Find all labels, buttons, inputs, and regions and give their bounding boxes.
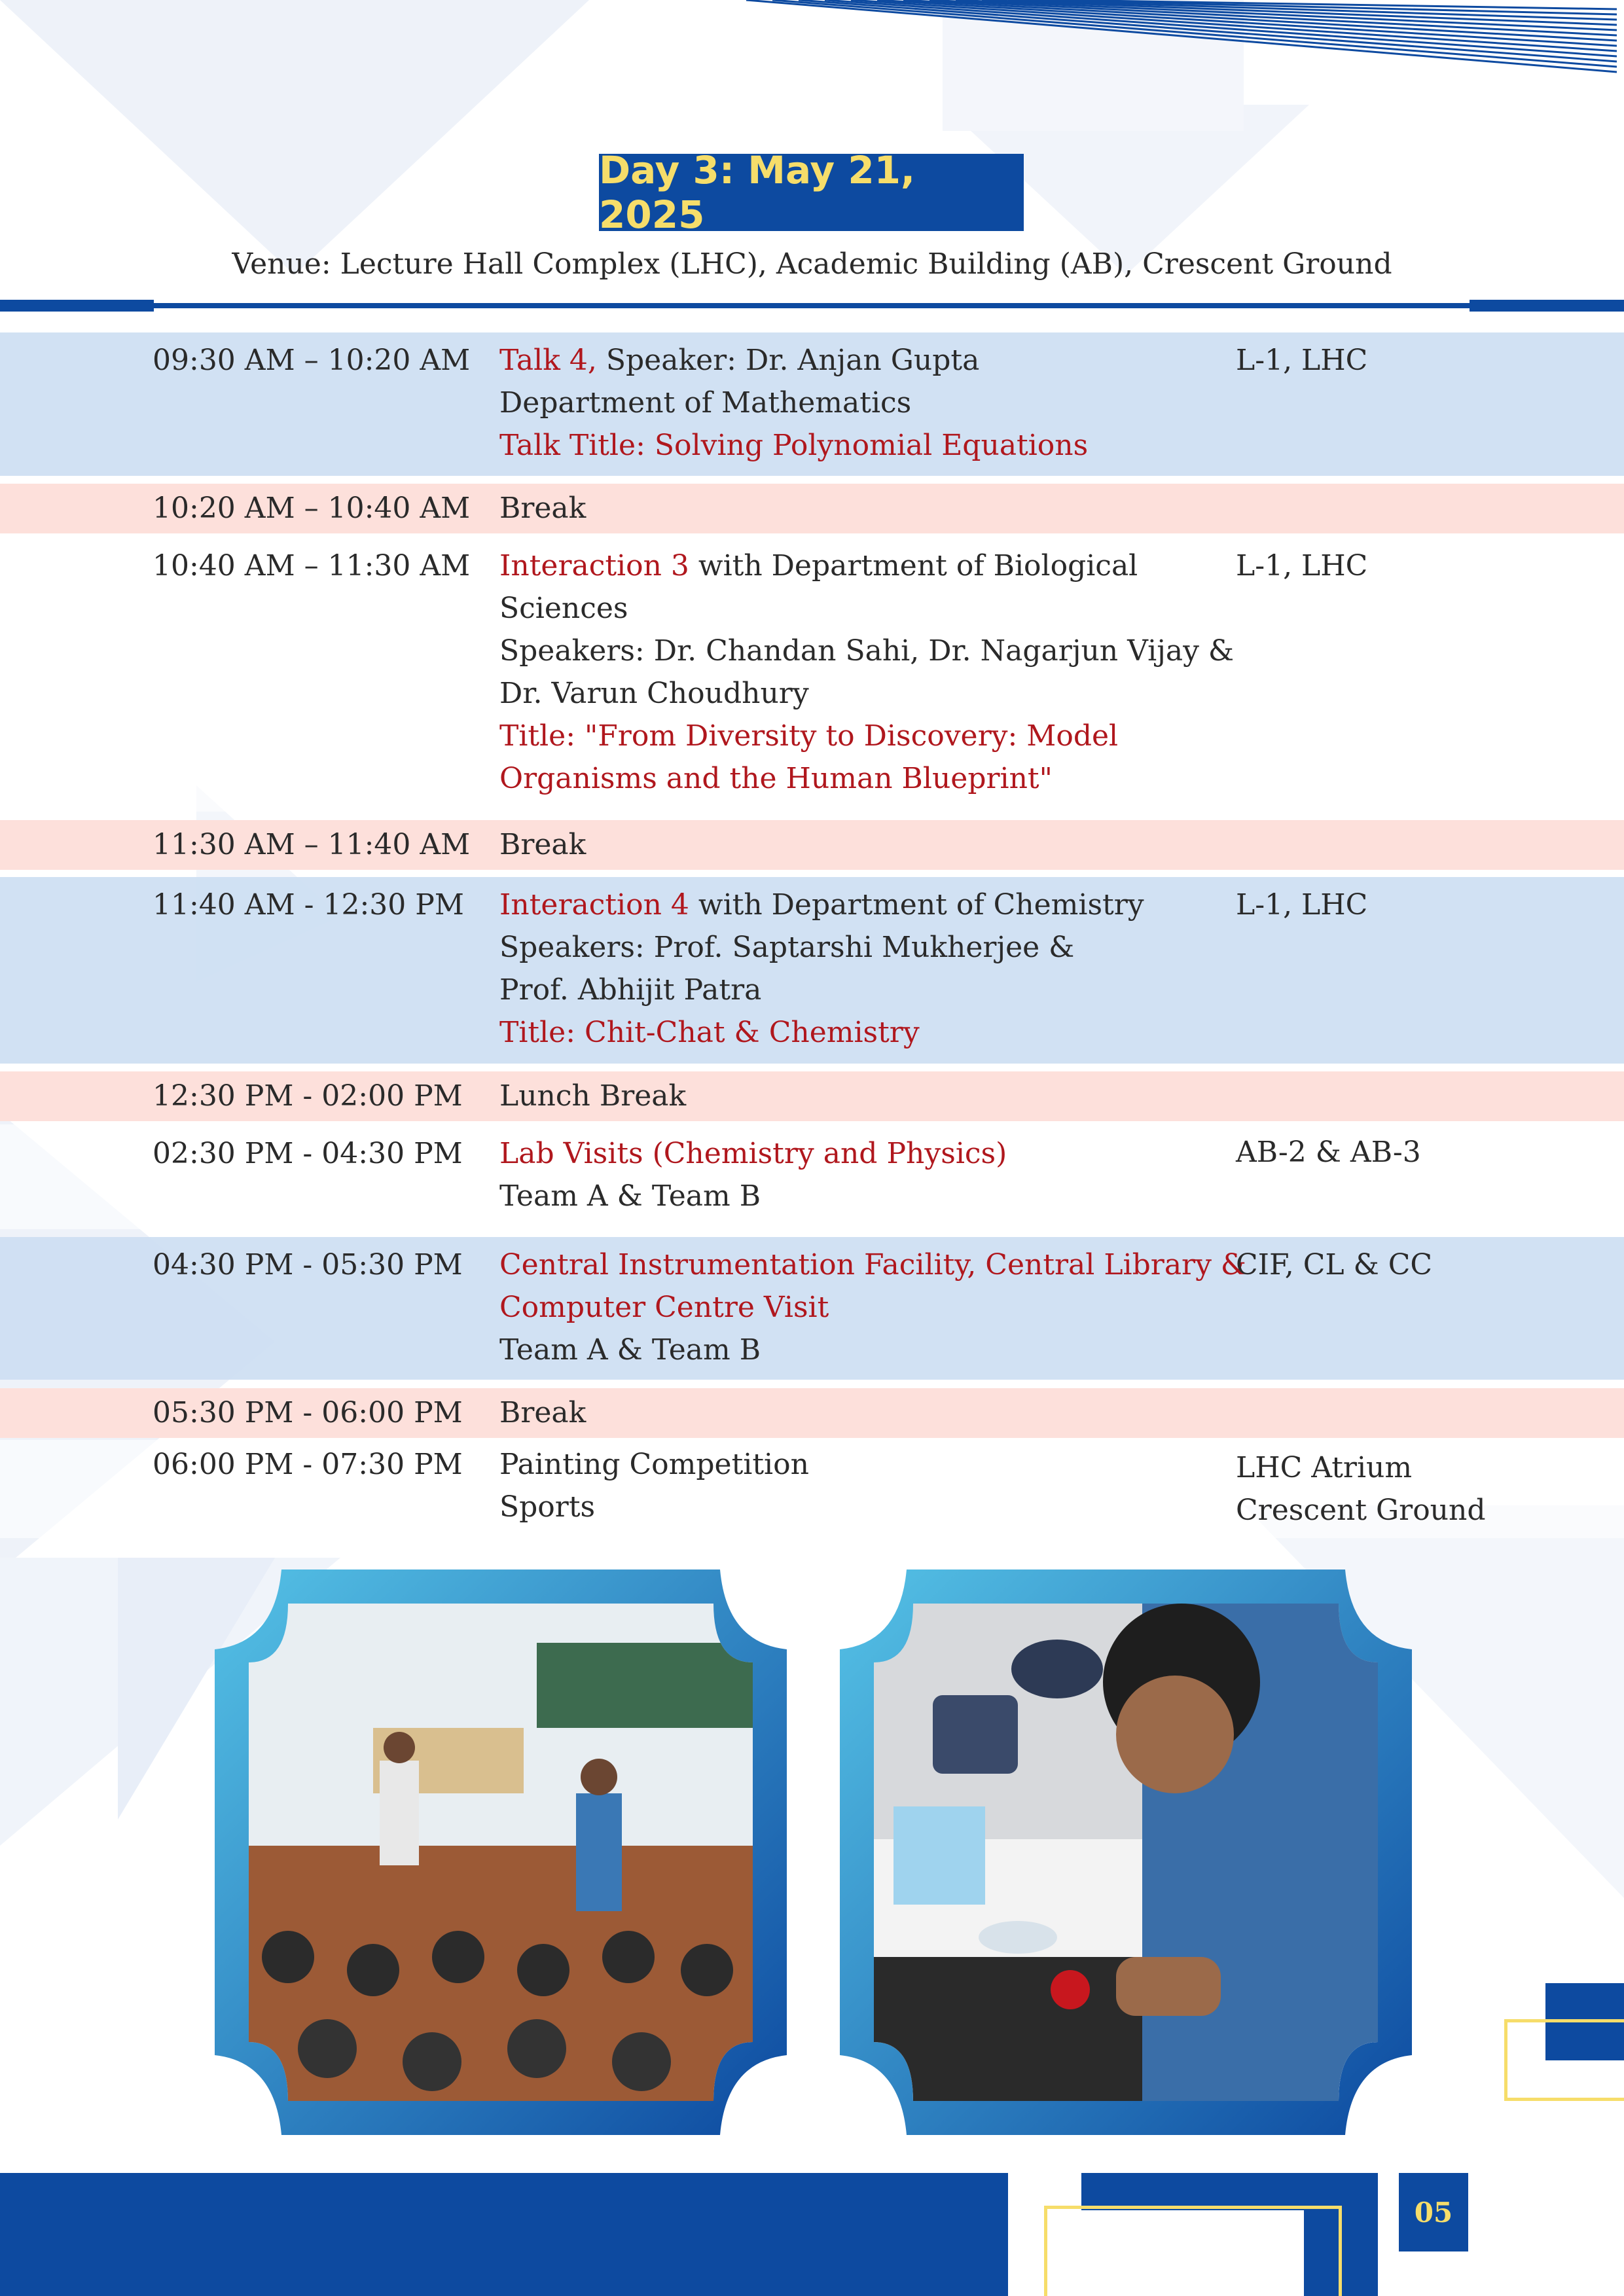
speaker-text: Speaker: Dr. Anjan Gupta (596, 344, 980, 377)
team-text: Team A & Team B (499, 1179, 761, 1213)
venue-text: Crescent Ground (1236, 1494, 1486, 1527)
speakers-text: Dr. Varun Choudhury (499, 677, 809, 710)
speakers-text: Prof. Abhijit Patra (499, 973, 762, 1007)
session-label: Talk 4, (499, 344, 597, 377)
speakers-text: Speakers: Dr. Chandan Sahi, Dr. Nagarjun Vijay & (499, 634, 1235, 668)
talk-title: Talk Title: Solving Polynomial Equations (499, 429, 1089, 462)
talk-title: Title: Chit-Chat & Chemistry (499, 1016, 920, 1049)
row-venue: L-1, LHC (1236, 549, 1368, 583)
footer-deco-yellow (1044, 2206, 1342, 2296)
row-venue (1236, 1446, 1602, 1532)
row-description: Lunch Break (499, 1079, 687, 1113)
talk-title: Organisms and the Human Blueprint" (499, 762, 1053, 795)
schedule-row (0, 877, 1624, 1064)
schedule-row-break (0, 1388, 1624, 1438)
schedule-row (0, 1440, 1624, 1538)
row-venue: L-1, LHC (1236, 344, 1368, 377)
row-description: Break (499, 828, 586, 861)
row-description (499, 545, 1235, 800)
session-label: Interaction 4 (499, 888, 689, 922)
team-text: Team A & Team B (499, 1333, 761, 1367)
header-divider-accent-right (1470, 300, 1624, 312)
activity-text: Sports (499, 1490, 596, 1524)
row-description: Break (499, 492, 586, 525)
row-venue: L-1, LHC (1236, 888, 1368, 922)
session-label: Lab Visits (Chemistry and Physics) (499, 1137, 1007, 1170)
row-time: 11:30 AM – 11:40 AM (153, 828, 471, 861)
schedule-row (0, 1124, 1624, 1229)
department-text: Sciences (499, 592, 628, 625)
row-description: Break (499, 1396, 586, 1429)
row-description (499, 1132, 1213, 1217)
row-time: 05:30 PM - 06:00 PM (153, 1396, 463, 1429)
header-divider-accent-left (0, 300, 154, 312)
row-time: 09:30 AM – 10:20 AM (153, 344, 471, 377)
schedule-row-break (0, 484, 1624, 533)
venue-line: Venue: Lecture Hall Complex (LHC), Academic Building (AB), Crescent Ground (232, 247, 1392, 281)
row-description (499, 1443, 1213, 1528)
schedule-row (0, 537, 1624, 812)
department-text: Department of Mathematics (499, 386, 912, 420)
row-time: 04:30 PM - 05:30 PM (153, 1248, 463, 1282)
row-time: 06:00 PM - 07:30 PM (153, 1448, 463, 1481)
schedule-row (0, 1237, 1624, 1380)
session-label: Interaction 3 (499, 549, 689, 583)
day-title-badge: Day 3: May 21, 2025 (599, 154, 1024, 231)
deco-yellow-outline (1504, 2019, 1624, 2101)
row-time: 12:30 PM - 02:00 PM (153, 1079, 463, 1113)
schedule-row-break (0, 820, 1624, 870)
footer-bar (0, 2173, 1008, 2296)
talk-title: Title: "From Diversity to Discovery: Model (499, 719, 1119, 753)
activity-text: Painting Competition (499, 1448, 809, 1481)
row-description (499, 884, 1213, 1054)
header-divider (0, 303, 1624, 308)
speakers-text: Speakers: Prof. Saptarshi Mukherjee & (499, 931, 1075, 964)
session-label: Computer Centre Visit (499, 1291, 829, 1324)
venue-text: LHC Atrium (1236, 1451, 1413, 1484)
session-label: Central Instrumentation Facility, Central Library & (499, 1248, 1247, 1282)
department-text: with Department of Chemistry (689, 888, 1144, 922)
row-venue: CIF, CL & CC (1236, 1248, 1433, 1282)
page-number: 05 (1399, 2173, 1468, 2251)
schedule-row (0, 332, 1624, 476)
lab-work-photo (835, 1564, 1417, 2140)
row-time: 02:30 PM - 04:30 PM (153, 1137, 463, 1170)
row-description (499, 339, 1213, 467)
row-time: 11:40 AM - 12:30 PM (153, 888, 464, 922)
row-venue: AB-2 & AB-3 (1236, 1136, 1421, 1169)
row-time: 10:20 AM – 10:40 AM (153, 492, 471, 525)
department-text: with Department of Biological (689, 549, 1138, 583)
row-description (499, 1244, 1247, 1371)
schedule-row-break (0, 1071, 1624, 1121)
row-time: 10:40 AM – 11:30 AM (153, 549, 471, 583)
lecture-hall-photo (209, 1564, 792, 2140)
